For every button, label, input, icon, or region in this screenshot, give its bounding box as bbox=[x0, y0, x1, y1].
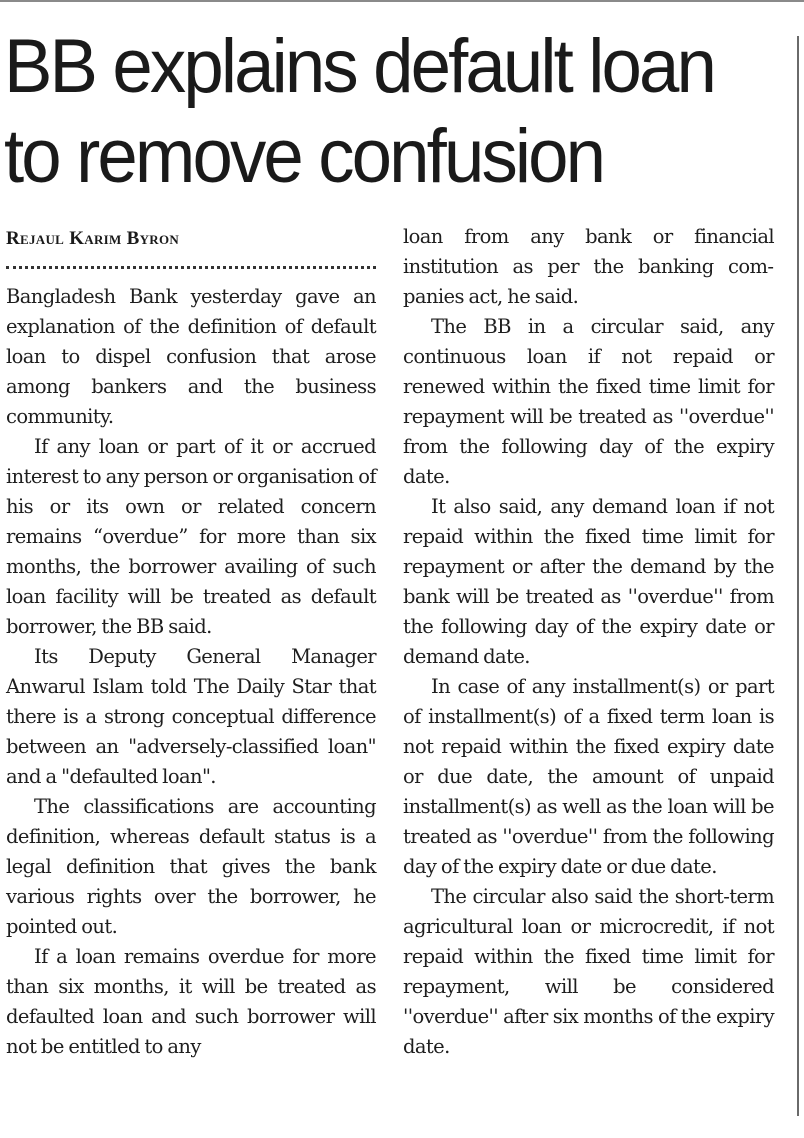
paragraph: The BB in a circular said, any continuous loan if not repaid or renewed within the fixed time limit for repayment will be treated as ''overdue'' from the following day of the expiry date. bbox=[403, 315, 774, 488]
paragraph: The classifications are accounting definition, whereas default status is a legal definition that gives the bank various rights over the borrower, he pointed out. bbox=[6, 795, 376, 938]
paragraph: In case of any installment(s) or part of installment(s) of a fixed term loan is not repaid within the fixed expiry date or due date, the amount of unpaid installment(s) as well as the loan will be treated as ''overdue'' from the following day of the expiry date or due date. bbox=[403, 675, 774, 878]
paragraph: Its Deputy General Manager Anwarul Islam told The Daily Star that there is a strong conceptual difference between an "adversely-classified loan" and a "defaulted loan". bbox=[6, 645, 376, 788]
paragraph: loan from any bank or financial institution as per the banking companies act, he said. bbox=[403, 225, 774, 308]
headline-line-1: BB explains default loan bbox=[4, 24, 714, 109]
headline bbox=[4, 22, 758, 202]
column-rule bbox=[797, 36, 799, 1116]
headline-line-2: to remove confusion bbox=[4, 114, 604, 199]
paragraph: The circular also said the short-term agricultural loan or microcredit, if not repaid within the fixed time limit for repayment, will be considered ''overdue'' after six months of the expiry date. bbox=[403, 885, 774, 1058]
paragraph: If a loan remains overdue for more than six months, it will be treated as defaulted loan and such borrower will not be entitled to any bbox=[6, 945, 376, 1058]
paragraph: It also said, any demand loan if not repaid within the fixed time limit for repayment or after the demand by the bank will be treated as ''overdue'' from the following day of the expiry date or demand date. bbox=[403, 495, 774, 668]
article-column-2 bbox=[403, 222, 774, 1062]
paragraph: Bangladesh Bank yesterday gave an explanation of the definition of default loan to dispel confusion that arose among bankers and the business community. bbox=[6, 285, 376, 428]
top-rule bbox=[0, 0, 804, 2]
paragraph: If any loan or part of it or accrued interest to any person or organisation of his or its own or related concern remains “overdue” for more than six months, the borrower availing of such loan facility will be treated as default borrower, the BB said. bbox=[6, 435, 376, 638]
article-column-1 bbox=[6, 282, 376, 1062]
dotted-separator bbox=[6, 266, 376, 269]
byline: Rejaul Karim Byron bbox=[6, 228, 180, 249]
